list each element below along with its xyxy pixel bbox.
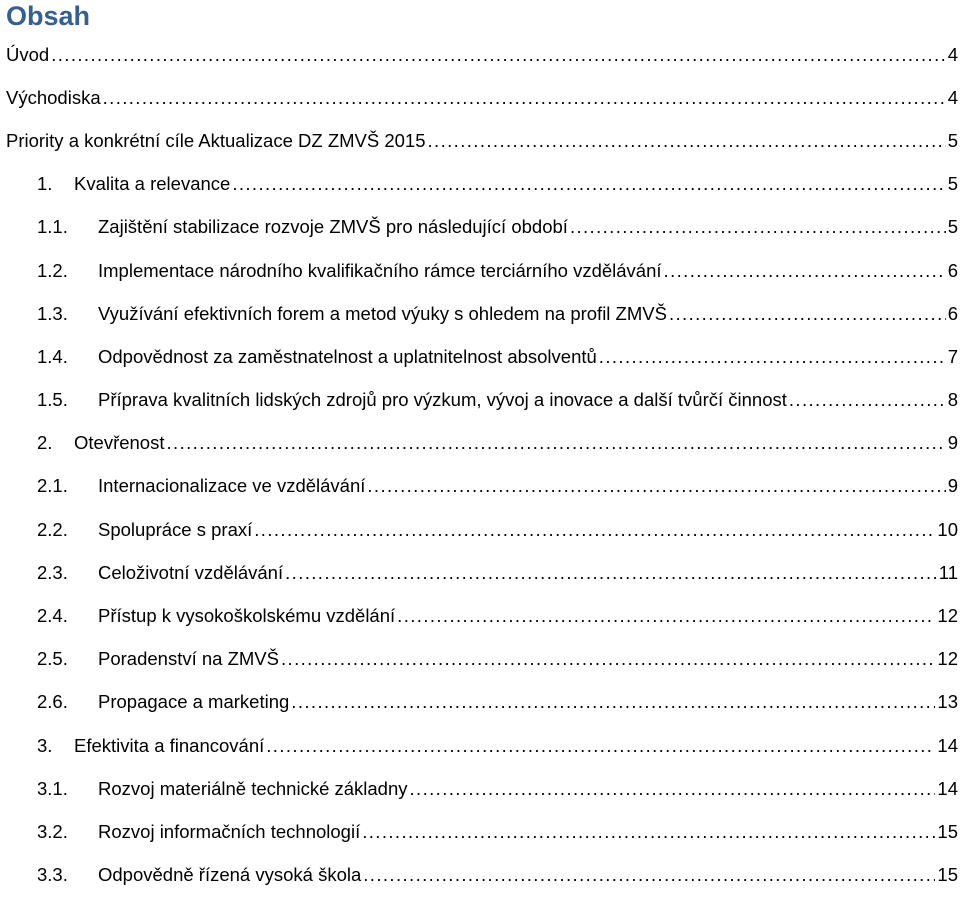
toc-page-number: 5 [947,173,958,195]
toc-page-number: 4 [947,86,958,108]
toc-dot-leader [397,605,935,627]
toc-entry-text: Poradenství na ZMVŠ [98,648,279,670]
toc-entry-text: Propagace a marketing [98,691,290,713]
toc-entry-number: 3. [37,734,53,756]
toc-entry-text: Zajištění stabilizace rozvoje ZMVŠ pro následující období [98,216,568,238]
toc-entry-text: Východiska [6,86,101,108]
toc-dot-leader [291,691,935,713]
toc-entry-text: Priority a konkrétní cíle Aktualizace DZ ZMVŠ 2015 [6,129,426,151]
toc-entry-text: Kvalita a relevance [74,173,231,195]
toc-page-number: 10 [937,518,958,540]
toc-entry-number: 1.2. [37,259,68,281]
toc-entry-text: Internacionalizace ve vzdělávání [98,475,366,497]
toc-dot-leader [362,821,935,843]
toc-page-number: 9 [947,432,958,454]
toc-entry-text: Odpovědně řízená vysoká škola [98,864,362,886]
toc-entry[interactable] [0,594,960,637]
toc-entry[interactable] [0,724,960,767]
toc-page-number: 14 [937,734,958,756]
toc-dot-leader [664,260,946,282]
toc-entry-number: 3.2. [37,820,68,842]
toc-entry[interactable] [0,767,960,810]
toc-entry-text: Efektivita a financování [74,734,265,756]
toc-dot-leader [285,562,937,584]
toc-entry[interactable] [0,119,960,162]
toc-entry-text: Implementace národního kvalifikačního rámce terciárního vzdělávání [98,259,662,281]
toc-entry[interactable] [0,508,960,551]
toc-page-number: 6 [947,302,958,324]
toc-entry-text: Příprava kvalitních lidských zdrojů pro výzkum, vývoj a inovace a další tvůrčí činnost [98,389,787,411]
toc-page-number: 7 [947,345,958,367]
toc-page-number: 13 [937,691,958,713]
toc-dot-leader [103,87,946,109]
toc-entry-number: 2.5. [37,648,68,670]
toc-entry-text: Úvod [6,43,50,65]
toc-entry[interactable] [0,249,960,292]
toc-entry-number: 2.1. [37,475,68,497]
toc-entry-text: Spolupráce s praxí [98,518,253,540]
toc-entry-number: 1.3. [37,302,68,324]
toc-dot-leader [428,130,946,152]
toc-entry[interactable] [0,379,960,422]
toc-entry[interactable] [0,33,960,76]
toc-entry[interactable] [0,206,960,249]
toc-entry-number: 3.1. [37,777,68,799]
toc-entry-text: Rozvoj informačních technologií [98,820,361,842]
toc-entry-text: Celoživotní vzdělávání [98,561,284,583]
toc-dot-leader [51,44,946,66]
toc-entry-number: 1.1. [37,216,68,238]
toc-page-number: 15 [937,820,958,842]
toc-dot-leader [254,519,935,541]
toc-entry[interactable] [0,810,960,853]
toc-entry-number: 2.3. [37,561,68,583]
toc-entry-number: 2.6. [37,691,68,713]
toc-dot-leader [167,432,946,454]
toc-entry-number: 1. [37,173,53,195]
toc-page-number: 12 [937,648,958,670]
toc-dot-leader [410,778,936,800]
toc-page-number: 5 [947,129,958,151]
toc-entry[interactable] [0,163,960,206]
toc-entry-number: 2.2. [37,518,68,540]
toc-entry-text: Přístup k vysokoškolskému vzdělání [98,605,396,627]
toc-entry-number: 1.5. [37,389,68,411]
toc-dot-leader [266,735,935,757]
toc-entry[interactable] [0,465,960,508]
toc-entry[interactable] [0,638,960,681]
toc-page-number: 12 [937,605,958,627]
toc-entry[interactable] [0,551,960,594]
toc-entry-text: Odpovědnost za zaměstnatelnost a uplatnitelnost absolventů [98,345,597,367]
toc-entry-text: Rozvoj materiálně technické základny [98,777,408,799]
toc-entry-number: 2. [37,432,53,454]
toc-page-number: 11 [938,561,958,583]
toc-page-number: 9 [947,475,958,497]
toc-page-number: 5 [947,216,958,238]
toc-page-number: 14 [937,777,958,799]
toc-entry[interactable] [0,681,960,724]
toc-page-number: 4 [947,43,958,65]
toc-entry[interactable] [0,422,960,465]
toc-entry-text: Využívání efektivních forem a metod výuky s ohledem na profil ZMVŠ [98,302,667,324]
toc-page-number: 15 [937,864,958,886]
toc-page-number: 6 [947,259,958,281]
toc-entry[interactable] [0,854,960,897]
table-of-contents [0,33,960,897]
toc-dot-leader [669,303,946,325]
toc-entry-number: 2.4. [37,605,68,627]
toc-dot-leader [789,389,946,411]
toc-entry[interactable] [0,335,960,378]
toc-entry-number: 3.3. [37,864,68,886]
toc-entry-text: Otevřenost [74,432,165,454]
toc-dot-leader [232,173,945,195]
toc-entry-number: 1.4. [37,345,68,367]
toc-dot-leader [281,648,935,670]
toc-dot-leader [570,216,946,238]
toc-dot-leader [367,475,945,497]
toc-dot-leader [599,346,946,368]
toc-page-number: 8 [947,389,958,411]
toc-entry[interactable] [0,292,960,335]
toc-title: Obsah [6,1,91,31]
toc-entry[interactable] [0,76,960,119]
